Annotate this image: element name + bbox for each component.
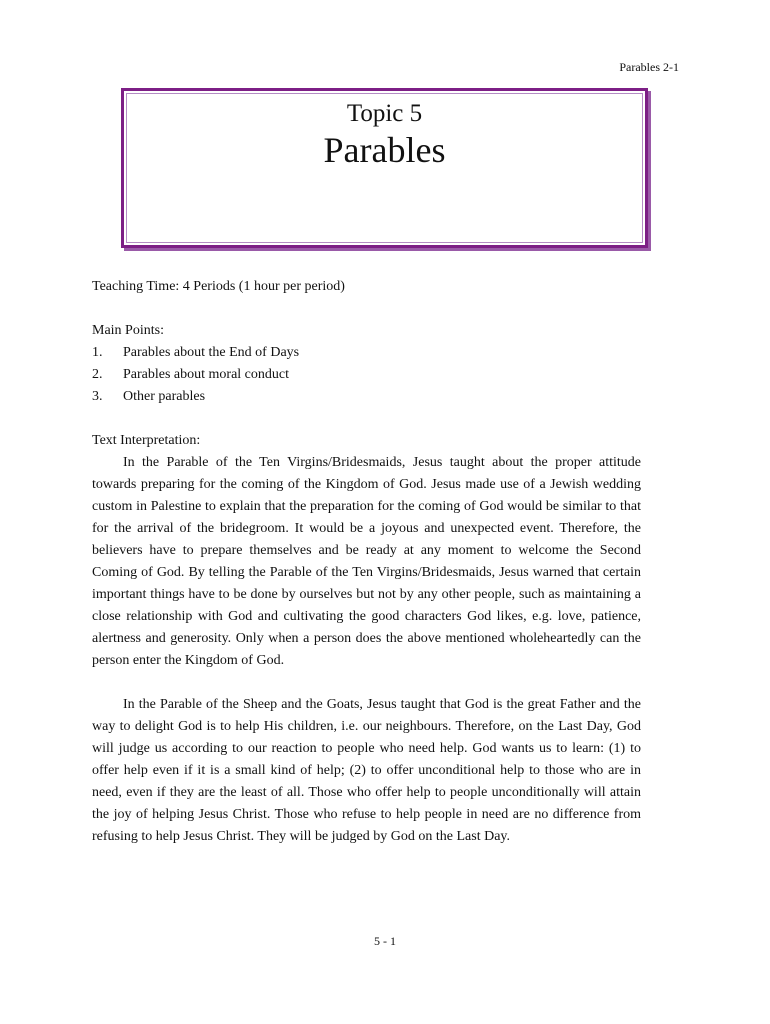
interpretation-paragraph: In the Parable of the Sheep and the Goats, Jesus taught that God is the great Father and the way to delight God is to help His children, i.e. our neighbours. Therefore, on the Last Day, God will judge us according to our reaction to people who need help. God wants us to learn: (1) to offer help even if it is a small kind of help; (2) to offer unconditional help to those who are in need, even if they are the least of all. Those who offer help to people unconditionally will attain the joy of helping Jesus Christ. Those who refuse to help people in need are no difference from refusing to help Jesus Christ. They will be judged by God on the Last Day. bbox=[92, 697, 641, 844]
teaching-time: Teaching Time: 4 Periods (1 hour per period) bbox=[92, 279, 345, 294]
main-point-number: 1. bbox=[92, 345, 103, 360]
main-point-text: Parables about moral conduct bbox=[123, 367, 290, 382]
title-box bbox=[121, 88, 648, 248]
main-points-heading: Main Points: bbox=[92, 323, 164, 338]
document-body bbox=[92, 276, 641, 848]
topic-label: Topic 5 bbox=[346, 100, 423, 127]
main-point-item bbox=[92, 386, 641, 408]
header-reference: Parables 2-1 bbox=[619, 60, 679, 74]
main-point-item bbox=[92, 342, 641, 364]
main-point-item bbox=[92, 364, 641, 386]
main-point-number: 2. bbox=[92, 367, 103, 382]
text-interpretation-heading: Text Interpretation: bbox=[92, 433, 201, 448]
main-point-number: 3. bbox=[92, 389, 103, 404]
interpretation-paragraph: In the Parable of the Ten Virgins/Bridesmaids, Jesus taught about the proper attitude towards preparing for the coming of the Kingdom of God. Jesus made use of a Jewish wedding custom in Palestine to explain that the preparation for the coming of God would be similar to that for the arrival of the bridegroom. It would be a joyous and unexpected event. Therefore, the believers have to prepare themselves and be ready at any moment to welcome the Second Coming of God. By telling the Parable of the Ten Virgins/Bridesmaids, Jesus warned that certain important things have to be done by ourselves but not by any other people, such as maintaining a close relationship with God and cultivating the good characters God likes, e.g. love, patience, alertness and generosity. Only when a person does the above mentioned wholeheartedly can the person enter the Kingdom of God. bbox=[92, 455, 641, 668]
main-point-text: Other parables bbox=[123, 389, 206, 404]
main-point-text: Parables about the End of Days bbox=[123, 345, 300, 360]
page-number: 5 - 1 bbox=[374, 934, 396, 948]
topic-title: Parables bbox=[323, 130, 446, 170]
